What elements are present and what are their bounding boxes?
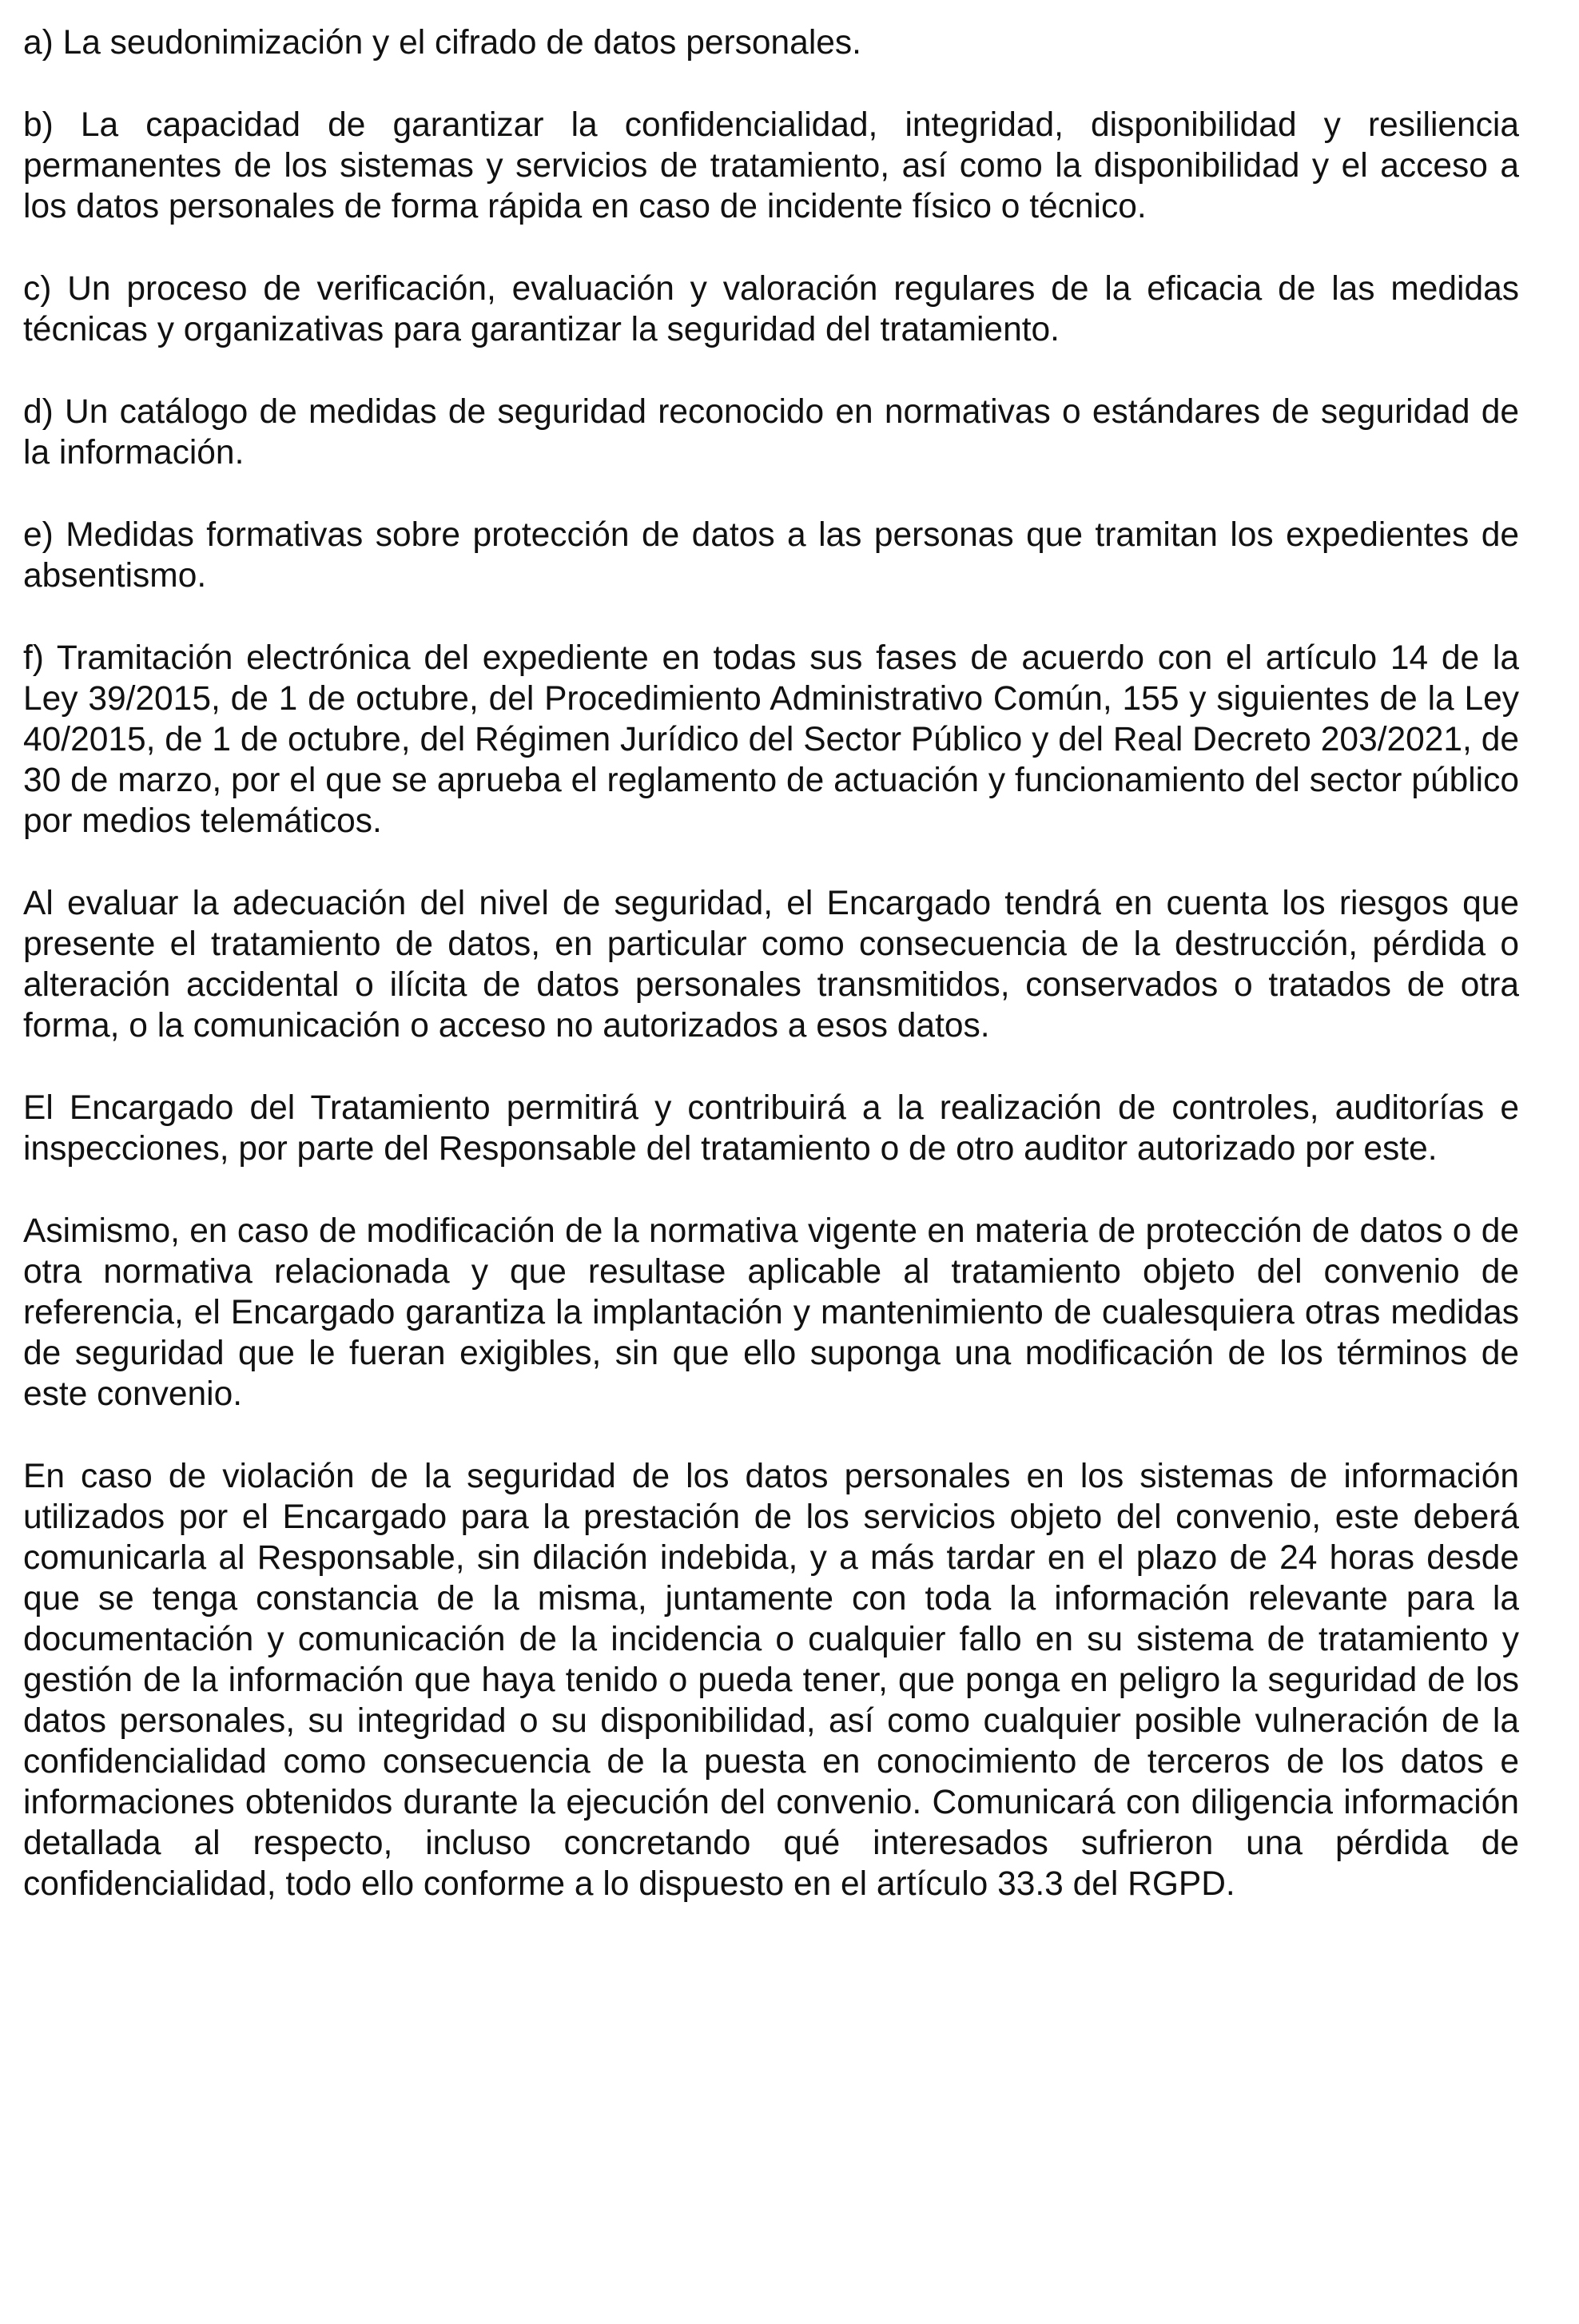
paragraph-f-electronic-processing: f) Tramitación electrónica del expediente en todas sus fases de acuerdo con el artículo 14 de la Ley 39/2015, de 1 de octubre, del Procedimiento Administrativo Común, 155 y siguientes de la Ley 40/2015, de 1 de octubre, del Régimen Jurídico del Sector Público y del Real Decreto 203/2021, de 30 de marzo, por el que se aprueba el reglamento de actuación y funcionamiento del sector público por medios telemáticos. xyxy=(23,639,1519,840)
paragraph-d-security-catalog: d) Un catálogo de medidas de seguridad reconocido en normativas o estándares de seguridad de la información. xyxy=(23,393,1519,472)
paragraph-audits-inspections: El Encargado del Tratamiento permitirá y contribuirá a la realización de controles, auditorías e inspecciones, por parte del Responsable del tratamiento o de otro auditor autorizado por este. xyxy=(23,1089,1519,1168)
paragraph-c-verification-process: c) Un proceso de verificación, evaluación y valoración regulares de la eficacia de las medidas técnicas y organizativas para garantizar la seguridad del tratamiento. xyxy=(23,270,1519,348)
paragraph-a-pseudonymization: a) La seudonimización y el cifrado de datos personales. xyxy=(23,24,861,62)
paragraph-e-training-measures: e) Medidas formativas sobre protección de datos a las personas que tramitan los expedientes de absentismo. xyxy=(23,516,1519,595)
document-page xyxy=(23,22,1519,1946)
paragraph-security-level-evaluation: Al evaluar la adecuación del nivel de seguridad, el Encargado tendrá en cuenta los riesgos que presente el tratamiento de datos, en particular como consecuencia de la destrucción, pérdida o alteración accidental o ilícita de datos personales transmitidos, conservados o tratados de otra forma, o la comunicación o acceso no autorizados a esos datos. xyxy=(23,885,1519,1045)
paragraph-b-confidentiality: b) La capacidad de garantizar la confidencialidad, integridad, disponibilidad y resiliencia permanentes de los sistemas y servicios de tratamiento, así como la disponibilidad y el acceso a los datos personales de forma rápida en caso de incidente físico o técnico. xyxy=(23,106,1519,225)
paragraph-security-breach: En caso de violación de la seguridad de los datos personales en los sistemas de información utilizados por el Encargado para la prestación de los servicios objeto del convenio, este deberá comunicarla al Responsable, sin dilación indebida, y a más tardar en el plazo de 24 horas desde que se tenga constancia de la misma, juntamente con toda la información relevante para la documentación y comunicación de la incidencia o cualquier fallo en su sistema de tratamiento y gestión de la información que haya tenido o pueda tener, que ponga en peligro la seguridad de los datos personales, su integridad o su disponibilidad, así como cualquier posible vulneración de la confidencialidad como consecuencia de la puesta en conocimiento de terceros de los datos e informaciones obtenidos durante la ejecución del convenio. Comunicará con diligencia información detallada al respecto, incluso concretando qué interesados sufrieron una pérdida de confidencialidad, todo ello conforme a lo dispuesto en el artículo 33.3 del RGPD. xyxy=(23,1458,1519,1903)
paragraph-regulation-changes: Asimismo, en caso de modificación de la normativa vigente en materia de protección de datos o de otra normativa relacionada y que resultase aplicable al tratamiento objeto del convenio de referencia, el Encargado garantiza la implantación y mantenimiento de cualesquiera otras medidas de seguridad que le fueran exigibles, sin que ello suponga una modificación de los términos de este convenio. xyxy=(23,1212,1519,1413)
